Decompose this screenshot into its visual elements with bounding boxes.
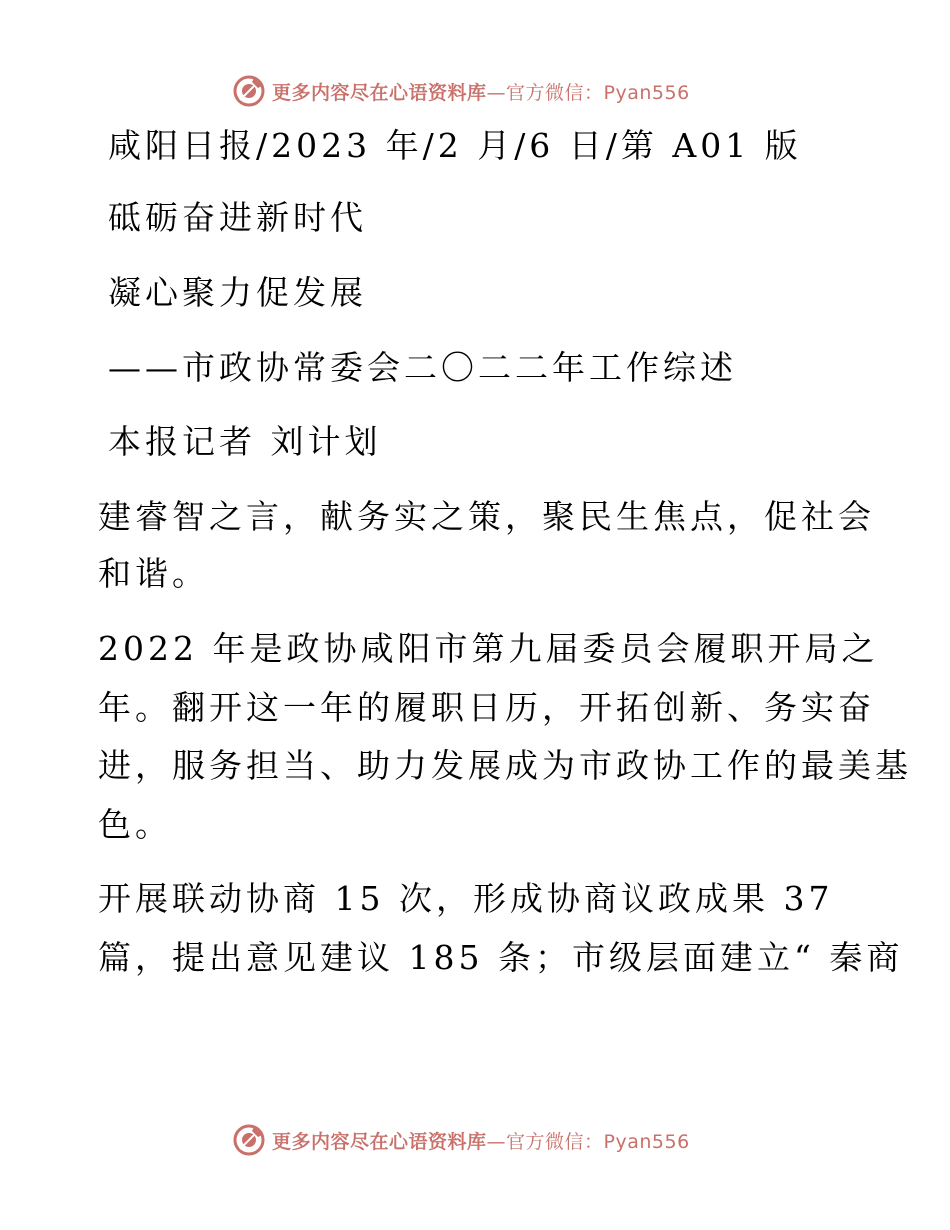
paragraph-1-line-1: 建睿智之言，献务实之策，聚民生焦点，促社会 — [98, 497, 875, 536]
paragraph-2-line-2: 年。翻开这一年的履职日历，开拓创新、务实奋 — [98, 688, 875, 727]
watermark-text — [272, 78, 690, 105]
byline: 本报记者 刘计划 — [108, 422, 382, 461]
paragraph-2-line-4: 色。 — [98, 805, 172, 844]
source-line: 咸阳日报/2023 年/2 月/6 日/第 A01 版 — [108, 126, 802, 165]
paragraph-3-line-1: 开展联动协商 15 次，形成协商议政成果 37 — [98, 879, 834, 918]
paragraph-1-line-2: 和谐。 — [98, 554, 209, 593]
watermark-prefix: 更多内容尽在心语资料库 — [272, 1130, 487, 1153]
headline-line-2: 凝心聚力促发展 — [108, 273, 367, 312]
subtitle: ——市政协常委会二〇二二年工作综述 — [108, 348, 737, 387]
watermark-suffix: —官方微信：Pyan556 — [486, 81, 690, 104]
paragraph-2-line-3: 进，服务担当、助力发展成为市政协工作的最美基 — [98, 746, 912, 785]
paragraph-3-line-2: 篇，提出意见建议 185 条；市级层面建立“ 秦商 — [98, 938, 904, 977]
watermark-banner-top — [232, 73, 690, 109]
brand-logo-icon — [232, 74, 266, 108]
headline-line-1: 砥砺奋进新时代 — [108, 198, 367, 237]
paragraph-2-line-1: 2022 年是政协咸阳市第九届委员会履职开局之 — [98, 629, 879, 668]
watermark-prefix: 更多内容尽在心语资料库 — [272, 81, 487, 104]
watermark-text — [272, 1127, 690, 1154]
brand-logo-icon — [232, 1123, 266, 1157]
watermark-suffix: —官方微信：Pyan556 — [486, 1130, 690, 1153]
watermark-banner-bottom — [232, 1122, 690, 1158]
